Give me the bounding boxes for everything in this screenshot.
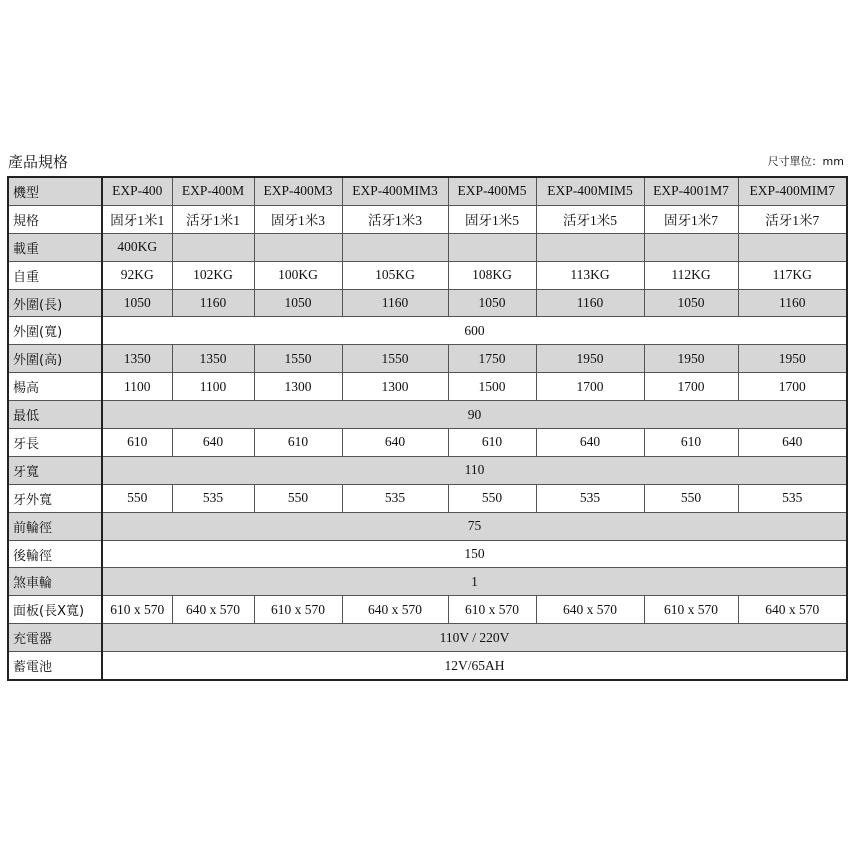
table-row (8, 456, 847, 484)
row-value-merged: 1 (102, 568, 847, 596)
table-cell: 1350 (172, 345, 254, 373)
row-label: 載重 (8, 233, 102, 261)
table-cell (342, 233, 448, 261)
row-value-merged: 75 (102, 512, 847, 540)
table-cell: EXP-400 (102, 177, 172, 205)
table-cell: 550 (254, 484, 342, 512)
row-label: 充電器 (8, 624, 102, 652)
table-cell: EXP-400MIM5 (536, 177, 644, 205)
table-cell: 640 (738, 429, 847, 457)
table-cell: 1160 (342, 289, 448, 317)
table-cell (172, 233, 254, 261)
unit-note: 尺寸單位：mm (767, 155, 844, 168)
table-cell: 固牙1米7 (644, 205, 738, 233)
table-cell: 1050 (644, 289, 738, 317)
table-cell: 610 (254, 429, 342, 457)
table-cell: EXP-400M (172, 177, 254, 205)
table-row (8, 429, 847, 457)
table-cell: 活牙1米7 (738, 205, 847, 233)
row-label: 楊高 (8, 373, 102, 401)
table-cell: 1550 (342, 345, 448, 373)
table-cell: 固牙1米5 (448, 205, 536, 233)
table-row (8, 289, 847, 317)
table-row (8, 205, 847, 233)
row-label: 規格 (8, 205, 102, 233)
table-row (8, 540, 847, 568)
table-cell: 117KG (738, 261, 847, 289)
table-cell: 535 (172, 484, 254, 512)
row-value-merged: 90 (102, 401, 847, 429)
row-value-merged: 12V/65AH (102, 652, 847, 680)
table-row (8, 652, 847, 680)
row-label: 後輪徑 (8, 540, 102, 568)
table-cell: 1160 (172, 289, 254, 317)
table-cell: EXP-400M3 (254, 177, 342, 205)
table-row (8, 568, 847, 596)
table-cell (738, 233, 847, 261)
row-label: 最低 (8, 401, 102, 429)
table-cell: 640 (536, 429, 644, 457)
table-cell (536, 233, 644, 261)
table-cell: 1500 (448, 373, 536, 401)
table-cell: 1700 (536, 373, 644, 401)
table-cell (254, 233, 342, 261)
row-label: 機型 (8, 177, 102, 205)
table-cell: 610 x 570 (254, 596, 342, 624)
table-cell: 1100 (102, 373, 172, 401)
table-cell: 640 x 570 (172, 596, 254, 624)
table-cell: 1350 (102, 345, 172, 373)
row-label: 煞車輪 (8, 568, 102, 596)
table-cell: 550 (448, 484, 536, 512)
table-cell: EXP-400MIM3 (342, 177, 448, 205)
table-cell: 113KG (536, 261, 644, 289)
row-label: 牙寬 (8, 456, 102, 484)
table-cell: 活牙1米3 (342, 205, 448, 233)
page-title: 產品規格 (8, 153, 69, 171)
table-row (8, 484, 847, 512)
table-cell: 112KG (644, 261, 738, 289)
table-row (8, 512, 847, 540)
table-cell: 92KG (102, 261, 172, 289)
spec-table (7, 176, 848, 681)
table-cell: 640 x 570 (342, 596, 448, 624)
row-label: 牙長 (8, 429, 102, 457)
row-label: 蓄電池 (8, 652, 102, 680)
table-cell: 1050 (102, 289, 172, 317)
table-cell: 1700 (644, 373, 738, 401)
table-cell: EXP-4001M7 (644, 177, 738, 205)
table-row (8, 345, 847, 373)
table-cell: 550 (644, 484, 738, 512)
table-cell: 1050 (448, 289, 536, 317)
table-cell: 400KG (102, 233, 172, 261)
table-cell: 1950 (644, 345, 738, 373)
table-cell (448, 233, 536, 261)
table-cell: 610 x 570 (644, 596, 738, 624)
table-cell: 535 (342, 484, 448, 512)
table-cell: 固牙1米1 (102, 205, 172, 233)
table-row (8, 401, 847, 429)
table-cell: 1300 (254, 373, 342, 401)
row-value-merged: 110 (102, 456, 847, 484)
table-cell: EXP-400M5 (448, 177, 536, 205)
table-cell: EXP-400MIM7 (738, 177, 847, 205)
row-label: 自重 (8, 261, 102, 289)
row-label: 牙外寬 (8, 484, 102, 512)
row-label: 外圍(高) (8, 345, 102, 373)
table-cell: 108KG (448, 261, 536, 289)
row-label: 面板(長X寬) (8, 596, 102, 624)
table-cell: 1160 (536, 289, 644, 317)
table-cell: 610 (644, 429, 738, 457)
table-cell: 640 x 570 (536, 596, 644, 624)
row-value-merged: 110V / 220V (102, 624, 847, 652)
table-cell: 640 x 570 (738, 596, 847, 624)
table-cell: 活牙1米1 (172, 205, 254, 233)
table-cell: 610 x 570 (102, 596, 172, 624)
row-value-merged: 600 (102, 317, 847, 345)
table-cell: 1750 (448, 345, 536, 373)
row-label: 外圍(寬) (8, 317, 102, 345)
table-cell: 640 (342, 429, 448, 457)
table-cell: 1700 (738, 373, 847, 401)
table-cell: 102KG (172, 261, 254, 289)
table-cell: 1050 (254, 289, 342, 317)
row-label: 外圍(長) (8, 289, 102, 317)
row-label: 前輪徑 (8, 512, 102, 540)
table-row (8, 596, 847, 624)
table-row (8, 373, 847, 401)
table-cell: 610 (448, 429, 536, 457)
spec-table-body (8, 177, 847, 680)
table-cell: 610 (102, 429, 172, 457)
table-row (8, 177, 847, 205)
table-cell: 固牙1米3 (254, 205, 342, 233)
table-cell: 105KG (342, 261, 448, 289)
table-cell (644, 233, 738, 261)
table-cell: 1950 (738, 345, 847, 373)
table-cell: 1300 (342, 373, 448, 401)
table-cell: 550 (102, 484, 172, 512)
table-cell: 535 (738, 484, 847, 512)
table-cell: 640 (172, 429, 254, 457)
table-row (8, 233, 847, 261)
table-row (8, 317, 847, 345)
table-cell: 535 (536, 484, 644, 512)
table-row (8, 261, 847, 289)
table-cell: 610 x 570 (448, 596, 536, 624)
row-value-merged: 150 (102, 540, 847, 568)
table-cell: 1160 (738, 289, 847, 317)
table-cell: 100KG (254, 261, 342, 289)
table-cell: 1100 (172, 373, 254, 401)
table-cell: 活牙1米5 (536, 205, 644, 233)
table-cell: 1550 (254, 345, 342, 373)
table-row (8, 624, 847, 652)
table-cell: 1950 (536, 345, 644, 373)
